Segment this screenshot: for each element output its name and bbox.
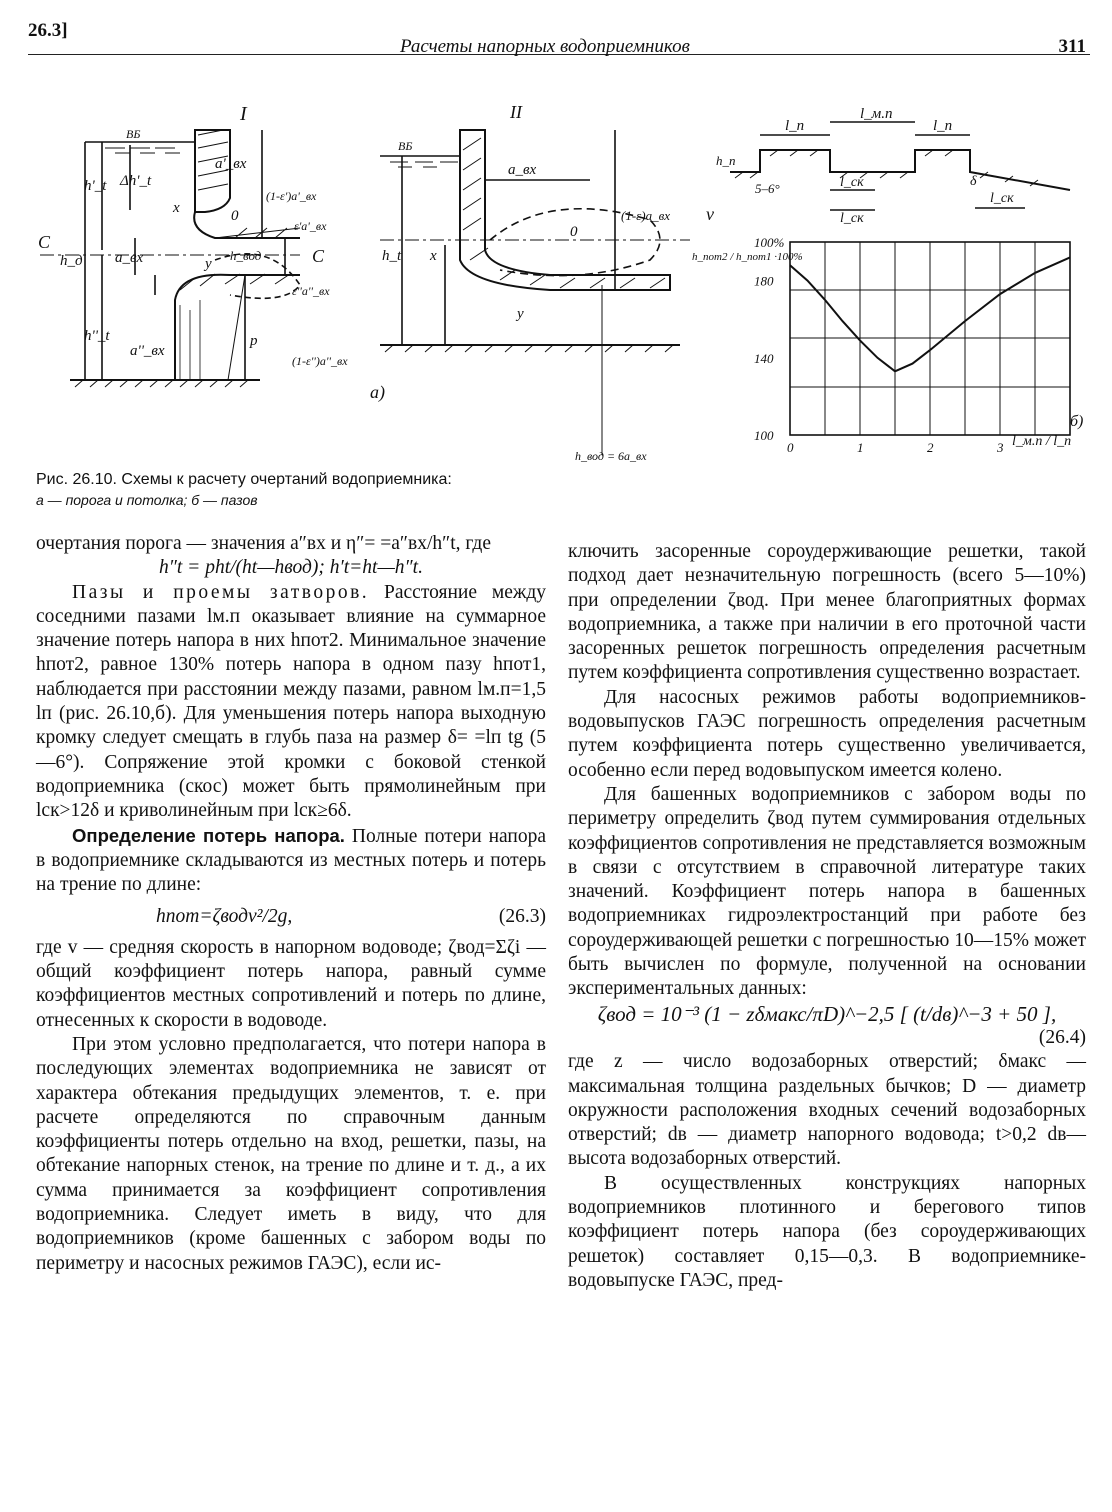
svg-text:h_пот2 / h_пот1 ·100%: h_пот2 / h_пот1 ·100% <box>692 251 803 263</box>
left-column <box>36 532 546 1276</box>
svg-text:l_м.п / l_п: l_м.п / l_п <box>1012 434 1072 449</box>
equation-number-26-4: (26.4) <box>1038 1026 1086 1048</box>
paragraph-slots: Пазы и проемы затворов. Расстояние между соседними пазами lм.п оказывает влияние на суммарное значение потерь напора в них hпот2. Минимальное значение hпот2, равное 130% потерь напора в одном пазу hпот1, наблюдается при расстоянии между пазами, равном lм.п=1,5 lп (рис. 26.10,б). Для уменьшения потерь напора выходную кромку следует смещать в глубь паза на размер δ= =lп tg (5—6°). Сопряжение этой кромки с боковой стенкой водоприемника (скос) может быть прямолинейным при lск>12δ и криволинейным при lск≥6δ. <box>36 581 546 822</box>
svg-text:x: x <box>173 200 180 216</box>
equation-h: h″t = pht/(ht—hвод); h′t=ht—h″t. <box>159 557 423 579</box>
paragraph-r3: Для башенных водоприемников с забором воды по периметру определить ζвод путем суммирования отдельных коэффициентов сопротивления не представляется возможным в связи с отсутствием в справочной литературе таких значений. Коэффициент потерь напора в башенных водоприемниках гидроэлектростанций при работе без сороудерживающей решетки с погрешностью 10—15% может быть вычислен по формуле, полученной на основании экспериментальных данных: <box>568 783 1086 1000</box>
svg-text:h'_t: h'_t <box>84 178 107 194</box>
svg-text:Δh'_t: Δh'_t <box>120 173 152 189</box>
svg-text:h_вод = 6a_вх: h_вод = 6a_вх <box>575 449 647 463</box>
svg-text:ε''a''_вх: ε''a''_вх <box>292 284 330 298</box>
svg-text:h_д: h_д <box>60 253 83 269</box>
svg-text:δ: δ <box>970 174 977 189</box>
svg-text:С: С <box>312 246 325 266</box>
heading-losses: Определение потерь напора. <box>72 824 345 846</box>
paragraph-5: При этом условно предполагается, что потери напора в последующих элементах водоприемника не зависят от характера обтекания предыдущих элементов, т. е. при расчете определяются по справочным данным коэффициенты потерь отдельно на вход, решетки, пазы, на обтекание напорных стенок, на трение по длине и т. д., а их сумма принимается за коэффициент сопротивления водоприемника. Следует иметь в виду, что для водоприемников (кроме башенных с забором воды по периметру и насосных режимов ГАЭС), если ис- <box>36 1033 546 1274</box>
svg-text:h_вод: h_вод <box>230 248 262 263</box>
svg-text:ВБ: ВБ <box>398 139 413 153</box>
svg-text:ε'a'_вх: ε'a'_вх <box>294 219 327 233</box>
chart-xtick: 1 <box>857 440 864 455</box>
svg-text:5–6°: 5–6° <box>755 181 780 196</box>
chart-ytick: 180 <box>754 273 774 289</box>
running-title: Расчеты напорных водоприемников <box>400 36 690 57</box>
svg-text:(1-ε')a'_вх: (1-ε')a'_вх <box>266 189 317 203</box>
panel-b-slots <box>730 122 1070 210</box>
svg-text:a''_вх: a''_вх <box>130 343 165 359</box>
svg-text:С: С <box>38 232 51 252</box>
svg-text:0: 0 <box>231 208 239 224</box>
caption-line-2: а — порога и потолка; б — пазов <box>36 492 258 508</box>
panel-II <box>380 130 690 455</box>
svg-text:v: v <box>706 204 714 224</box>
chart-ytick: 100% <box>754 235 785 250</box>
heading-slots: Пазы и проемы затворов. <box>72 581 370 603</box>
paragraph-losses: Определение потерь напора. Полные потери напора в водоприемнике складываются из местных потерь и потерь на трение по длине: <box>36 824 547 896</box>
paragraph-4: где v — средняя скорость в напорном водоводе; ζвод=Σζi — общий коэффициент потерь напора, равный сумме коэффициентов местных сопротивлений и потерь по длине, отнесенных к скорости в водоводе. <box>36 936 546 1031</box>
svg-text:I: I <box>240 103 247 125</box>
chart-xtick: 2 <box>927 440 934 455</box>
svg-text:y: y <box>205 256 212 272</box>
svg-text:l_ск: l_ск <box>840 175 864 190</box>
chart-xtick: 3 <box>997 440 1004 455</box>
figure-caption <box>36 470 556 510</box>
chart-ytick: 140 <box>754 350 774 366</box>
right-column <box>568 540 1086 1293</box>
svg-text:l_п: l_п <box>785 118 805 134</box>
svg-text:a'_вх: a'_вх <box>215 156 247 172</box>
section-number: 26.3] <box>28 20 68 41</box>
chart-ticks <box>754 235 1004 455</box>
paragraph-1: очертания порога — значения a″вх и η″= =a″вх/h″t, где <box>36 533 492 554</box>
svg-text:x: x <box>430 248 437 264</box>
chart-xtick: 0 <box>787 440 794 455</box>
svg-text:h_t: h_t <box>382 248 402 264</box>
svg-text:II: II <box>510 102 522 122</box>
page-header <box>28 18 1090 55</box>
page-number: 311 <box>1058 36 1086 57</box>
svg-text:а): а) <box>370 382 385 402</box>
svg-text:l_ск: l_ск <box>990 191 1014 206</box>
caption-line-1: Рис. 26.10. Схемы к расчету очертаний водоприемника: <box>36 471 452 488</box>
svg-text:h_п: h_п <box>716 153 736 168</box>
svg-text:б): б) <box>1070 413 1084 430</box>
equation-26-4: ζвод = 10⁻³ (1 − zδмакс/πD)^−2,5 [ (t/dв)^−3 + 50 ], <box>597 1001 1057 1026</box>
paragraph-r2: Для насосных режимов работы водоприемников-водовыпусков ГАЭС погрешность определения расчетным путем коэффициента потерь существенно увеличивается, особенно если перед водовыпуском имеется колено. <box>568 686 1086 781</box>
svg-text:l_м.п: l_м.п <box>860 106 893 122</box>
svg-text:(1-ε'')a''_вх: (1-ε'')a''_вх <box>292 354 348 368</box>
paragraph-r5: В осуществленных конструкциях напорных водоприемников плотинного и берегового типов коэффициент потерь напора (без сороудерживающих решеток) составляет 0,15—0,3. В водоприемнике-водовыпуске ГАЭС, пред- <box>568 1172 1086 1291</box>
svg-text:p: p <box>250 333 258 349</box>
chart-plot-area <box>790 242 1070 435</box>
paragraph-r1: ключить засоренные сороудерживающие решетки, такой подход дает незначительную погрешность (всего 5—10%) при определении ζвод. При менее благоприятных формах водоприемника, а также при наличии в его проточной части засоренных решеток погрешность определения расчетным путем коэффициента сопротивления существенно возрастает. <box>568 541 1086 684</box>
svg-text:h''_t: h''_t <box>84 328 110 344</box>
svg-text:l_п: l_п <box>933 118 953 134</box>
svg-text:0: 0 <box>570 224 578 240</box>
figure-26-10 <box>30 90 1092 470</box>
svg-text:l_ск: l_ск <box>840 211 864 226</box>
svg-text:a_вх: a_вх <box>115 250 144 266</box>
svg-text:ВБ: ВБ <box>126 127 141 141</box>
panel-b-slot-labels <box>692 106 1083 449</box>
svg-text:y: y <box>517 306 524 322</box>
equation-26-3: hпот=ζводv²/2g, (26.3) <box>156 906 546 928</box>
paragraph-r4: где z — число водозаборных отверстий; δмакс — максимальная толщина раздельных бычков; D — диаметр окружности расположения входных сечений водозаборных отверстий; dв — диаметр напорного водовода; t>0,2 dв— высота водозаборных отверстий. <box>568 1051 1086 1170</box>
svg-text:a_вх: a_вх <box>508 162 537 178</box>
svg-text:(1-ε)a_вх: (1-ε)a_вх <box>621 208 671 223</box>
chart-ytick: 100 <box>754 428 774 443</box>
